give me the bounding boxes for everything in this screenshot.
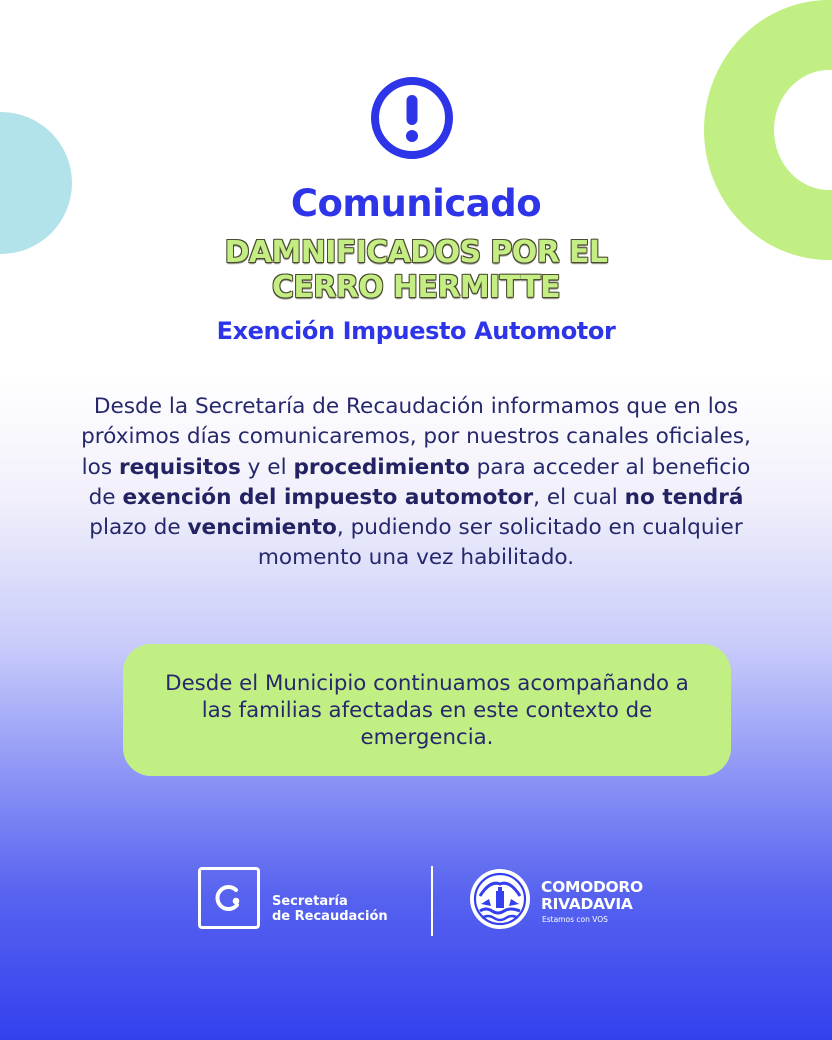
secretaria-line-1: Secretaría <box>272 894 348 909</box>
secretaria-name <box>272 894 388 924</box>
municipio-line-2: RIVADAVIA <box>541 895 633 913</box>
body-text-3: para acceder al beneficio de <box>88 454 751 510</box>
headline <box>0 235 832 305</box>
body-text-5: plazo de <box>89 515 188 541</box>
municipio-line-1: COMODORO <box>541 878 643 896</box>
municipio-tagline: Estamos con VOS <box>542 915 608 924</box>
headline-line-2: CERRO HERMITTE <box>271 270 561 305</box>
municipio-name <box>541 879 643 913</box>
body-text-1: Desde la Secretaría de Recaudación informamos que en los próximos días comunicaremos, por nuestros canales oficiales, los <box>81 394 751 480</box>
body-bold-exencion: exención del impuesto automotor <box>122 484 534 510</box>
body-bold-requisitos: requisitos <box>119 454 241 480</box>
secretaria-logo <box>198 867 260 929</box>
secretaria-line-2: de Recaudación <box>272 909 388 924</box>
comodoro-seal-icon <box>469 868 531 930</box>
body-bold-vencimiento: vencimiento <box>187 515 337 541</box>
body-text-4: , el cual <box>533 484 625 510</box>
body-bold-procedimiento: procedimiento <box>293 454 470 480</box>
headline-line-1: DAMNIFICADOS POR EL <box>224 235 608 270</box>
body-bold-no-tendra: no tendrá <box>624 484 744 510</box>
callout-text: Desde el Municipio continuamos acompañando a las familias afectadas en este contexto de emergencia. <box>165 670 689 750</box>
footer-divider <box>431 866 433 936</box>
body-text-6: , pudiendo ser solicitado en cualquier momento una vez habilitado. <box>257 515 743 571</box>
footer <box>0 860 832 940</box>
exclamation-circle-icon <box>369 75 455 161</box>
body-text-2: y el <box>240 454 294 480</box>
page-title: Comunicado <box>290 182 542 225</box>
subtitle: Exención Impuesto Automotor <box>216 317 616 345</box>
callout-box <box>123 644 731 776</box>
announcement-body <box>70 392 762 574</box>
refresh-arrow-icon <box>211 880 247 916</box>
